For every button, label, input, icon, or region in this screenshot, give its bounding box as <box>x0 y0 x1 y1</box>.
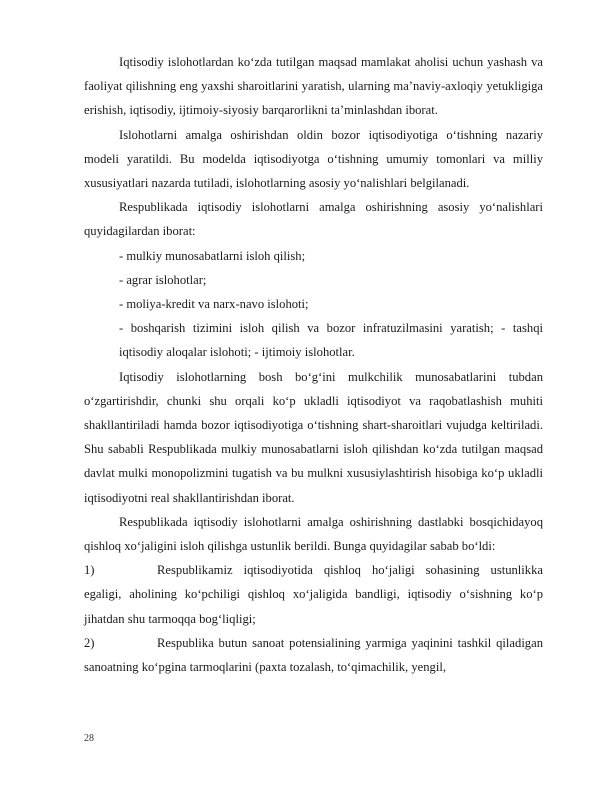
numbered-item <box>84 558 543 631</box>
item-text: Respublikamiz iqtisodiyotida qishloq ho‘jaligi sohasining ustunlikka egaligi, aholining ko‘pchiligi qishloq xo‘jaligida bandligi, iqtisodiy o‘sishning ko‘p jihatdan shu tarmoqqa bog‘liqligi; <box>84 563 543 626</box>
item-number: 2) <box>84 635 95 650</box>
paragraph-model: Islohotlarni amalga oshirishdan oldin bozor iqtisodiyotiga o‘tishning nazariy modeli yaratildi. Bu modelda iqtisodiyotga o‘tishning umumiy tomonlari va milliy xususiyatlari nazarda tutiladi, islohotlarning asosiy yo‘nalishlari belgilanadi. <box>84 127 543 191</box>
list-item-text: - moliya-kredit va narx-navo islohoti; <box>119 297 309 312</box>
item-text: Respublika butun sanoat potensialining yarmiga yaqinini tashkil qiladigan sanoatning ko‘pgina tarmoqlarini (paxta tozalash, to‘qimachilik, yengil, <box>84 635 543 675</box>
list-item <box>84 316 543 364</box>
list-item <box>84 292 543 316</box>
list-item-text: - mulkiy munosabatlarni isloh qilish; <box>119 248 306 263</box>
item-number: 1) <box>84 563 95 578</box>
paragraph-agriculture-intro: Respublikada iqtisodiy islohotlarni amalga oshirishning dastlabki bosqichidayoq qishloq xo‘jaligini isloh qilishga ustunlik berildi. Bunga quyidagilar sabab bo‘ldi: <box>84 514 543 554</box>
page-number: 28 <box>84 733 94 744</box>
paragraph-ownership: Iqtisodiy islohotlarning bosh bo‘g‘ini mulkchilik munosabatlarini tubdan o‘zgartirishdir, chunki shu orqali ko‘p ukladli iqtisodiyot va raqobatlashish muhiti shakllantiriladi hamda bozor iqtisodiyotiga o‘tishning shart-sharoitlari vujudga keltiriladi. Shu sababli Respublikada mulkiy munosabatlarni isloh qilishdan ko‘zda tutilgan maqsad davlat mulki monopolizmini tugatish va bu mulkni xususiylashtirish hisobiga ko‘p ukladli iqtisodiyotni real shakllantirishdan iborat. <box>84 369 543 505</box>
numbered-item <box>84 631 543 679</box>
paragraph-goal: Iqtisodiy islohotlardan ko‘zda tutilgan maqsad mamlakat aholisi uchun yashash va faoliyat qilishning eng yaxshi sharoitlarini yaratish, ularning ma’naviy-axloqiy yetukligiga erishish, iqtisodiy, ijtimoiy-siyosiy barqarorlikni ta’minlashdan iborat. <box>84 55 543 118</box>
paragraph-directions-intro: Respublikada iqtisodiy islohotlarni amalga oshirishning asosiy yo‘nalishlari quyidagilardan iborat: <box>84 200 543 239</box>
list-item <box>84 244 543 268</box>
list-item-text: - agrar islohotlar; <box>119 272 207 287</box>
page-content <box>84 50 543 679</box>
list-item <box>84 268 543 292</box>
list-item-text: - boshqarish tizimini isloh qilish va bozor infratuzilmasini yaratish; - tashqi iqtisodiy aloqalar islohoti; - ijtimoiy islohotlar. <box>119 321 543 360</box>
